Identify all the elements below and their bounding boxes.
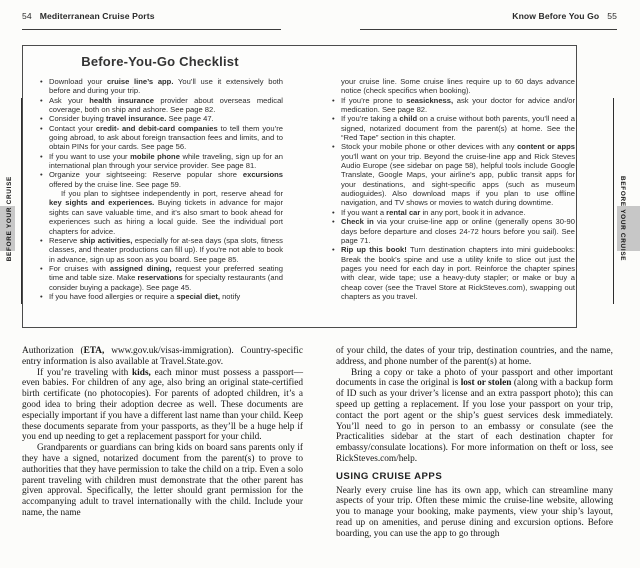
section-heading-using-cruise-apps: USING CRUISE APPS [336, 470, 443, 482]
body-column-right [336, 346, 613, 540]
body-paragraph-text: Grandparents or guardians can bring kids on board sans parents only if they have a signed, notarized document from the parent(s) to prove to authorities that they have permission to take the child on a trip. Even a solo parent traveling with children must demonstrate that the other parent has given approval. Specifically, the letter should grant permission for the accompanying adult to travel internationally with the child. Include your name, the name [22, 443, 303, 518]
checklist-item [330, 217, 575, 245]
bullet-icon: • [40, 95, 43, 105]
tab-label-right: BEFORE YOUR CRUISE [619, 176, 626, 262]
checklist-item-text: If you’re prone to seasickness, ask your doctor for advice and/or medication. See page 82. [341, 95, 575, 115]
checklist-item-text: If you have food allergies or require a special diet, notify [49, 291, 241, 301]
checklist-item-text: Consider buying travel insurance. See page 47. [49, 114, 214, 124]
checklist-item-text: Organize your sightseeing: Reserve popular shore excursions offered by the cruise line. See page 59. [49, 170, 283, 189]
checklist-item-text: Download your cruise line’s app. You’ll use it extensively both before and during your trip. [49, 77, 284, 96]
tab-label-left: BEFORE YOUR CRUISE [6, 176, 13, 262]
checklist-item-text: If you want a rental car in any port, book it in advance. [341, 207, 526, 217]
chapter-title: Know Before You Go [512, 11, 600, 21]
checklist-item-text: Rip up this book! Turn destination chapters into mini guidebooks: Break the book’s spine and use a utility knife to slice out just the pages you need for each day in port. Reinforce the chapter spines with clear, wide tape; use a heavy-duty stapler; or make or buy a cheap cover (see the Travel Store at RickSteves.com), swapping out chapters as you travel. [341, 245, 575, 301]
checklist-item [38, 152, 283, 171]
checklist-item [330, 96, 575, 115]
book-title: Mediterranean Cruise Ports [39, 11, 155, 21]
body-paragraph [336, 346, 613, 368]
body-right-top [336, 346, 613, 465]
body-paragraph-text: Nearly every cruise line has its own app, which can streamline many aspects of your trip. Often these mimic the cruise-line website, allowing you to manage your booking, make payments, view your ship’s layout, read up on amenities, and peruse dining and excursion options. Before boarding, you can use the app to go through [336, 485, 613, 539]
running-header-right [360, 11, 617, 30]
checklist-item [38, 124, 283, 152]
checklist-item [38, 264, 283, 292]
checklist-item [330, 245, 575, 301]
checklist-item-text: If you want to use your mobile phone while traveling, sign up for an international plan through your service provider. See page 81. [49, 151, 283, 171]
body-paragraph [22, 346, 303, 368]
checklist-column-right [330, 77, 575, 301]
checklist-item [38, 114, 283, 123]
body-column-left [22, 346, 303, 519]
checklist-item [330, 142, 575, 207]
checklist-item [38, 292, 283, 301]
checklist-item-text: your cruise line. Some cruise lines require up to 60 days advance notice (check specifics when booking). [341, 77, 575, 96]
body-paragraph [22, 443, 303, 519]
checklist-item [330, 77, 575, 96]
page-number-left: 54 [22, 11, 32, 21]
checklist-item-text: If you’re taking a child on a cruise without both parents, you’ll need a signed, notarized document from the parent(s) at home. See the “Red Tape” section in this chapter. [341, 114, 575, 143]
bullet-icon: • [40, 123, 43, 133]
bullet-icon: • [332, 217, 335, 227]
checklist-item-text: Ask your health insurance provider about overseas medical coverage, both on ship and ashore. See page 82. [49, 95, 283, 115]
checklist-item [38, 189, 283, 236]
bullet-icon: • [40, 291, 43, 301]
checklist-box [22, 45, 577, 328]
checklist-item-text: Check in via your cruise-line app or online (generally opens 30-90 days before departure and closes 24-72 hours before you sail). See page 71. [341, 217, 575, 245]
checklist-item [330, 114, 575, 142]
checklist-item-text: If you plan to sightsee independently in port, reserve ahead for key sights and experiences. Buying tickets in advance for major sights can save valuable time, and it’s also smart to book ahead for experiences such as hiring a local guide. See the individual port chapters for advice. [49, 189, 283, 236]
checklist-item [38, 77, 283, 96]
body-paragraph [336, 368, 613, 465]
body-paragraph-text: Bring a copy or take a photo of your passport and other important documents in case the original is lost or stolen (along with a backup form of ID such as your driver’s license and an extra passport photo); this can speed up getting a replacement. If you lose your passport on your trip, contact the port agent or the ship’s guest services desk immediately. You’ll need to go in person to an embassy or consulate (see the Practicalities sidebar at the start of each destination chapter for embassy/consulate locations). For more information on theft or loss, see RickSteves.com/help. [336, 367, 613, 464]
side-tab-left [1, 148, 18, 290]
body-paragraph-text: If you’re traveling with kids, each minor must possess a passport—even babies. For children of any age, also bring an original state-certified birth certificate (no photocopies). For parents of adopted children, it’s a good idea to bring their adoption decree as well. These documents are especially important if you have a different last name than your child. Keep these documents separate from your passports, as they’ll be a huge help if you end up needing to get a replacement passport for your child. [22, 367, 303, 443]
checklist-item [330, 208, 575, 217]
bullet-icon: • [40, 151, 43, 161]
checklist-item [38, 96, 283, 115]
body-paragraph-text: of your child, the dates of your trip, destination countries, and the name, address, and phone number of the parent(s) at home. [336, 346, 613, 367]
checklist-item-text: Contact your credit- and debit-card companies to tell them you’re going abroad, to ask about foreign transaction fees and limits, and to obtain PINs for your cards. See page 56. [49, 123, 284, 152]
checklist-item [38, 170, 283, 189]
bullet-icon: • [40, 170, 43, 180]
bullet-icon: • [332, 95, 335, 105]
bullet-icon: • [332, 142, 335, 152]
body-paragraph-text: Authorization (ETA, www.gov.uk/visas-immigration). Country-specific entry information is also available at Travel.State.gov. [22, 346, 304, 367]
checklist-title: Before-You-Go Checklist [81, 54, 239, 69]
bullet-icon: • [332, 245, 335, 255]
bullet-icon: • [40, 77, 43, 86]
body-paragraph [22, 368, 303, 444]
checklist-item [38, 236, 283, 264]
bullet-icon: • [332, 207, 335, 217]
checklist-column-left [38, 77, 283, 301]
side-tab-right [614, 148, 631, 290]
body-paragraph [336, 486, 613, 540]
checklist-item-text: Reserve ship activities, especially for at-sea days (spa slots, fitness classes, and theater productions can fill up). If you’re not able to book in advance, sign up as soon as you board. See page 85. [49, 235, 283, 264]
body-right-bottom [336, 486, 613, 540]
running-header-left [22, 11, 281, 30]
bullet-icon: • [40, 263, 43, 273]
bullet-icon: • [332, 114, 335, 124]
checklist-item-text: Stock your mobile phone or other devices with any content or apps you’ll want on your trip. Beyond the cruise-line app and Rick Steves Audio Europe (see sidebar on page 58), helpful tools include Google Translate, Google Maps, your airline’s app, public transit apps for your destinations, and sight-specific apps (such as museum audioguides). Also download maps if you plan to use offline navigation, and TV shows or movies to watch during downtime. [341, 142, 575, 208]
checklist-item-text: For cruises with assigned dining, request your preferred seating time and table size. Make reservations for specialty restaurants (and consider buying a package). See page 45. [49, 263, 283, 292]
bullet-icon: • [40, 114, 43, 124]
bullet-icon: • [40, 235, 43, 245]
page-number-right: 55 [607, 11, 617, 21]
